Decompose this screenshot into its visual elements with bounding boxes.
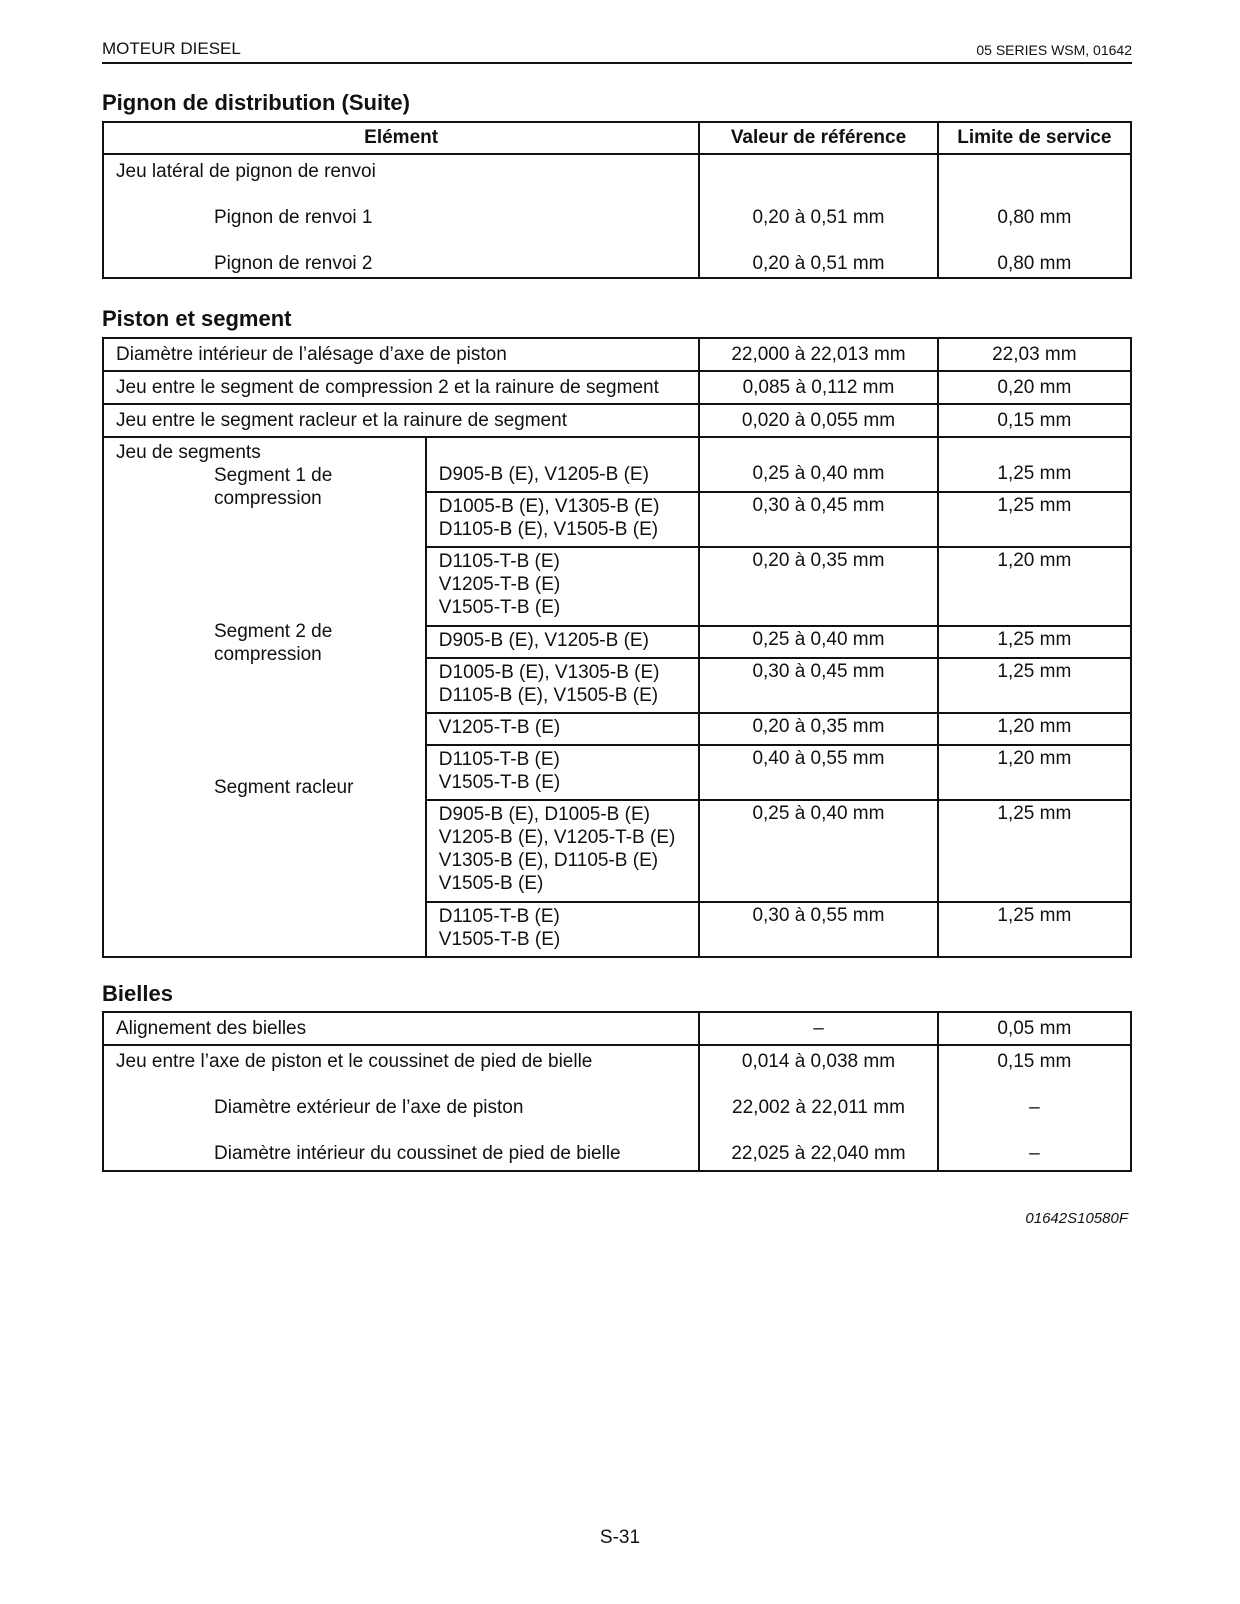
reference-value: 0,30 à 0,45 mm bbox=[699, 658, 937, 713]
table-row bbox=[103, 1012, 1131, 1045]
model-line: D1105-B (E), V1505-B (E) bbox=[438, 519, 659, 540]
model-line: V1205-T-B (E) bbox=[438, 717, 561, 738]
section-title-pignon: Pignon de distribution (Suite) bbox=[102, 90, 410, 115]
reference-value: 0,25 à 0,40 mm bbox=[699, 626, 937, 658]
limit-value: 0,15 mm bbox=[938, 404, 1131, 437]
row-label: Pignon de renvoi 2 bbox=[214, 253, 373, 274]
segment-groups-cell bbox=[103, 437, 426, 957]
table-row bbox=[103, 1045, 1131, 1171]
reference-value: 0,20 à 0,35 mm bbox=[699, 713, 937, 745]
reference-value: 22,025 à 22,040 mm bbox=[731, 1143, 906, 1164]
reference-value: 0,20 à 0,35 mm bbox=[699, 547, 937, 626]
model-line: D905-B (E), V1205-B (E) bbox=[438, 630, 649, 651]
models-cell bbox=[426, 437, 699, 492]
model-line: V1505-T-B (E) bbox=[438, 597, 561, 618]
header-reference: 05 SERIES WSM, 01642 bbox=[976, 42, 1132, 58]
model-line: D1105-T-B (E) bbox=[438, 749, 560, 770]
row-label: Jeu entre le segment de compression 2 et la rainure de segment bbox=[103, 371, 699, 404]
limit-cell bbox=[938, 154, 1131, 278]
row-label: Jeu entre l’axe de piston et le coussinet de pied de bielle bbox=[116, 1051, 593, 1072]
limit-value: 0,05 mm bbox=[938, 1012, 1131, 1045]
segment-2-label: Segment 2 de bbox=[214, 621, 333, 642]
limit-value: – bbox=[1029, 1143, 1040, 1164]
models-cell bbox=[426, 547, 699, 626]
limit-value: 0,80 mm bbox=[997, 253, 1072, 274]
model-line: D905-B (E), D1005-B (E) bbox=[438, 804, 650, 825]
model-line: D905-B (E), V1205-B (E) bbox=[438, 464, 649, 485]
model-line: V1505-T-B (E) bbox=[438, 772, 561, 793]
column-header-limit: Limite de service bbox=[938, 122, 1131, 154]
segment-1-label: Segment 1 de bbox=[214, 465, 333, 486]
limit-value: 22,03 mm bbox=[938, 338, 1131, 371]
reference-value: 0,014 à 0,038 mm bbox=[741, 1051, 896, 1072]
section-title-bielles: Bielles bbox=[102, 981, 173, 1006]
model-line: D1105-B (E), V1505-B (E) bbox=[438, 685, 659, 706]
limit-value: 1,25 mm bbox=[938, 492, 1131, 547]
model-line: D1005-B (E), V1305-B (E) bbox=[438, 662, 660, 683]
model-line: D1105-T-B (E) bbox=[438, 551, 560, 572]
page-header bbox=[102, 38, 1132, 64]
segment-racleur-label: Segment racleur bbox=[214, 777, 354, 798]
row-label: Jeu latéral de pignon de renvoi bbox=[116, 161, 376, 182]
reference-value: 22,000 à 22,013 mm bbox=[699, 338, 937, 371]
row-label: Pignon de renvoi 1 bbox=[214, 207, 373, 228]
limit-value: 1,25 mm bbox=[938, 626, 1131, 658]
reference-value: 0,20 à 0,51 mm bbox=[752, 207, 885, 228]
row-label: Diamètre intérieur du coussinet de pied de bielle bbox=[214, 1143, 621, 1164]
limit-value: 0,80 mm bbox=[997, 207, 1072, 228]
limit-value: 1,20 mm bbox=[938, 713, 1131, 745]
limit-value: 1,20 mm bbox=[938, 547, 1131, 626]
reference-value: 0,085 à 0,112 mm bbox=[699, 371, 937, 404]
models-cell bbox=[426, 626, 699, 658]
page-number: S-31 bbox=[599, 1527, 641, 1548]
table-row bbox=[103, 437, 1131, 492]
reference-value: 0,30 à 0,45 mm bbox=[699, 492, 937, 547]
limit-value: 1,20 mm bbox=[938, 745, 1131, 800]
limit-value: – bbox=[1029, 1097, 1040, 1118]
models-cell bbox=[426, 658, 699, 713]
pignon-table bbox=[102, 121, 1132, 279]
limit-value: 0,15 mm bbox=[997, 1051, 1072, 1072]
models-cell bbox=[426, 492, 699, 547]
model-line: V1305-B (E), D1105-B (E) bbox=[438, 850, 659, 871]
jeu-de-segments-label: Jeu de segments bbox=[116, 442, 261, 463]
limit-value: 1,25 mm bbox=[938, 437, 1131, 492]
reference-value: – bbox=[699, 1012, 937, 1045]
models-cell bbox=[426, 800, 699, 902]
table-row bbox=[103, 338, 1131, 371]
model-line: D1105-T-B (E) bbox=[438, 906, 560, 927]
document-code: 01642S10580F bbox=[1025, 1210, 1128, 1227]
column-header-reference: Valeur de référence bbox=[699, 122, 937, 154]
limit-value: 1,25 mm bbox=[938, 800, 1131, 902]
model-line: V1205-T-B (E) bbox=[438, 574, 561, 595]
model-line: V1205-B (E), V1205-T-B (E) bbox=[438, 827, 676, 848]
reference-cell bbox=[699, 154, 937, 278]
row-label: Diamètre extérieur de l’axe de piston bbox=[214, 1097, 524, 1118]
segment-1-label: compression bbox=[214, 488, 322, 509]
models-cell bbox=[426, 902, 699, 957]
table-row bbox=[103, 404, 1131, 437]
reference-value: 0,25 à 0,40 mm bbox=[699, 800, 937, 902]
row-label: Diamètre intérieur de l’alésage d’axe de piston bbox=[103, 338, 699, 371]
models-cell bbox=[426, 745, 699, 800]
model-line: V1505-T-B (E) bbox=[438, 929, 561, 950]
reference-value: 0,30 à 0,55 mm bbox=[699, 902, 937, 957]
table-row bbox=[103, 154, 1131, 278]
piston-table bbox=[102, 337, 1132, 958]
reference-value: 0,40 à 0,55 mm bbox=[699, 745, 937, 800]
reference-value: 0,25 à 0,40 mm bbox=[699, 437, 937, 492]
row-label: Alignement des bielles bbox=[103, 1012, 699, 1045]
column-header-element: Elément bbox=[103, 122, 699, 154]
reference-value: 22,002 à 22,011 mm bbox=[732, 1097, 905, 1118]
row-label: Jeu entre le segment racleur et la rainure de segment bbox=[103, 404, 699, 437]
limit-cell bbox=[938, 1045, 1131, 1171]
element-cell bbox=[103, 154, 699, 278]
segment-2-label: compression bbox=[214, 644, 322, 665]
limit-value: 1,25 mm bbox=[938, 658, 1131, 713]
limit-value: 0,20 mm bbox=[938, 371, 1131, 404]
reference-value: 0,020 à 0,055 mm bbox=[699, 404, 937, 437]
limit-value: 1,25 mm bbox=[938, 902, 1131, 957]
header-title: MOTEUR DIESEL bbox=[102, 39, 241, 58]
bielles-table bbox=[102, 1011, 1132, 1172]
model-line: V1505-B (E) bbox=[438, 873, 544, 894]
reference-value: 0,20 à 0,51 mm bbox=[752, 253, 885, 274]
reference-cell bbox=[699, 1045, 937, 1171]
section-title-piston: Piston et segment bbox=[102, 306, 292, 331]
model-line: D1005-B (E), V1305-B (E) bbox=[438, 496, 660, 517]
table-header-row bbox=[103, 122, 1131, 154]
models-cell bbox=[426, 713, 699, 745]
table-row bbox=[103, 371, 1131, 404]
element-cell bbox=[103, 1045, 699, 1171]
